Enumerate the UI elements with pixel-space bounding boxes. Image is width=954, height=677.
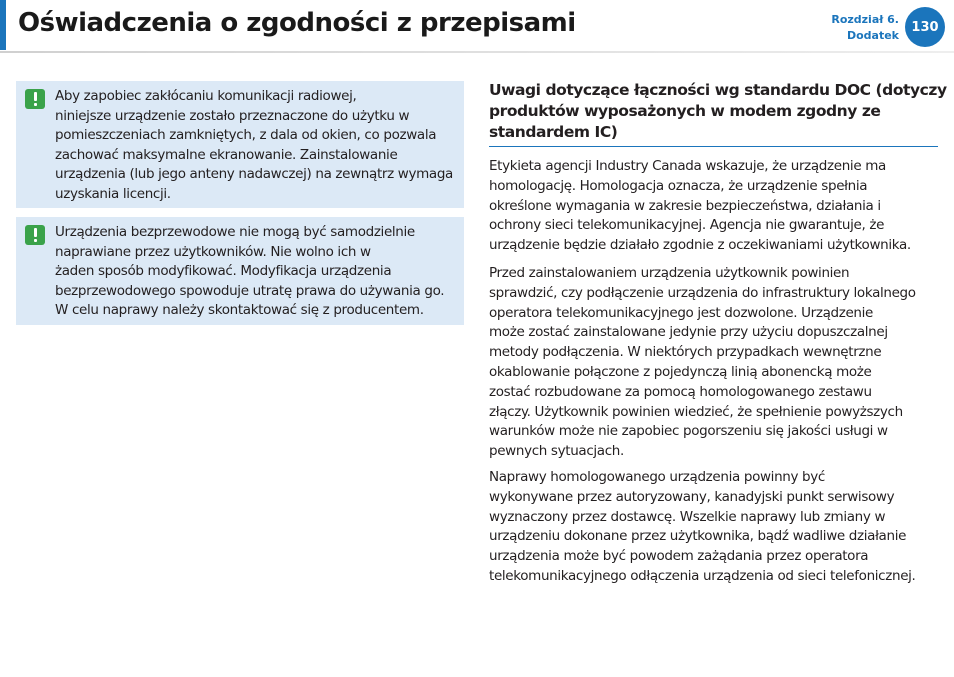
paragraph-line: operatora telekomunikacyjnego jest dozwolone. Urządzenie [489,304,873,321]
note-line: uzyskania licencji. [55,185,171,202]
paragraph-line: Przed zainstalowaniem urządzenia użytkownik powinien [489,265,850,281]
paragraph-line: pewnych sytuacjach. [489,443,624,460]
note-line: żaden sposób modyfikować. Modyfikacja urządzenia [55,263,392,279]
note-line: niniejsze urządzenie zostało przeznaczone do użytku w [55,107,410,124]
note-line: W celu naprawy należy skontaktować się z producentem. [55,302,424,318]
paragraph-line: ochrony sieci telekomunikacyjnej. Agencja nie gwarantuje, że [489,217,885,234]
paragraph-line: może zostać zainstalowane jedynie przy użyciu dopuszczalnej [489,324,888,341]
note-line: bezprzewodowego spowoduje utratę prawa do używania go. [55,282,445,299]
paragraph-line: określone wymagania w zakresie bezpieczeństwa, działania i [489,197,881,214]
paragraph-line: okablowanie połączone z pojedynczą linią abonencką może [489,363,872,380]
section-heading [489,80,947,143]
section-divider [489,146,938,147]
note-line: Aby zapobiec zakłócaniu komunikacji radiowej, [55,88,357,104]
page-number-badge: 130 [905,7,945,47]
paragraph-line: Etykieta agencji Industry Canada wskazuje, że urządzenie ma [489,158,886,174]
paragraph-line: Naprawy homologowanego urządzenia powinny być [489,469,825,485]
paragraph-line: urządzenia może być powodem zażądania przez operatora [489,548,869,565]
warning-note-repairs [16,217,464,325]
note-line: Urządzenia bezprzewodowe nie mogą być samodzielnie [55,224,415,240]
paragraph-line: złączy. Użytkownik powinien wiedzieć, że spełnienie powyższych [489,403,903,420]
note-line: naprawiane przez użytkowników. Nie wolno ich w [55,243,371,260]
note-line: urządzenia (lub jego anteny nadawczej) na zewnątrz wymaga [55,166,453,182]
chapter-name: Dodatek [846,29,899,42]
heading-line: Uwagi dotyczące łączności wg standardu DOC (dotyczy [489,81,947,99]
note-line: pomieszczeniach zamkniętych, z dala od okien, co pozwala [55,127,437,143]
paragraph-line: homologację. Homologacja oznacza, że urządzenie spełnia [489,177,868,194]
heading-line: standardem IC) [489,123,618,141]
paragraph-installation [489,264,944,462]
paragraph-line: telekomunikacyjnego odłączenia urządzenia od sieci telefonicznej. [489,567,916,584]
paragraph-line: urządzeniu dokonane przez użytkownika, bądź wadliwe działanie [489,528,907,545]
page-title: Oświadczenia o zgodności z przepisami [18,8,576,38]
paragraph-line: urządzenie będzie działało zgodnie z oczekiwaniami użytkownika. [489,237,911,254]
paragraph-line: warunków może nie zapobiec pogorszeniu się jakości usługi w [489,423,888,440]
paragraph-line: wykonywane przez autoryzowany, kanadyjski punkt serwisowy [489,488,895,505]
paragraph-line: wyznaczony przez dostawcę. Wszelkie naprawy lub zmiany w [489,508,886,525]
paragraph-line: sprawdzić, czy podłączenie urządzenia do infrastruktury lokalnego [489,284,916,301]
paragraph-line: metody podłączenia. W niektórych przypadkach wewnętrzne [489,344,882,361]
paragraph-industry-canada-label [489,157,944,256]
warning-icon [25,225,45,245]
note-line: zachować maksymalne ekranowanie. Zainstalowanie [55,146,398,163]
warning-note-radio-interference [16,81,464,208]
header-divider [0,51,954,53]
paragraph-line: zostać rozbudowane za pomocą homologowanego zestawu [489,383,872,400]
paragraph-repairs [489,468,944,587]
heading-line: produktów wyposażonych w modem zgodny ze [489,102,881,120]
chapter-label [831,12,899,44]
title-accent-bar [0,0,6,50]
chapter-number: Rozdział 6. [831,13,899,26]
warning-icon [25,89,45,109]
